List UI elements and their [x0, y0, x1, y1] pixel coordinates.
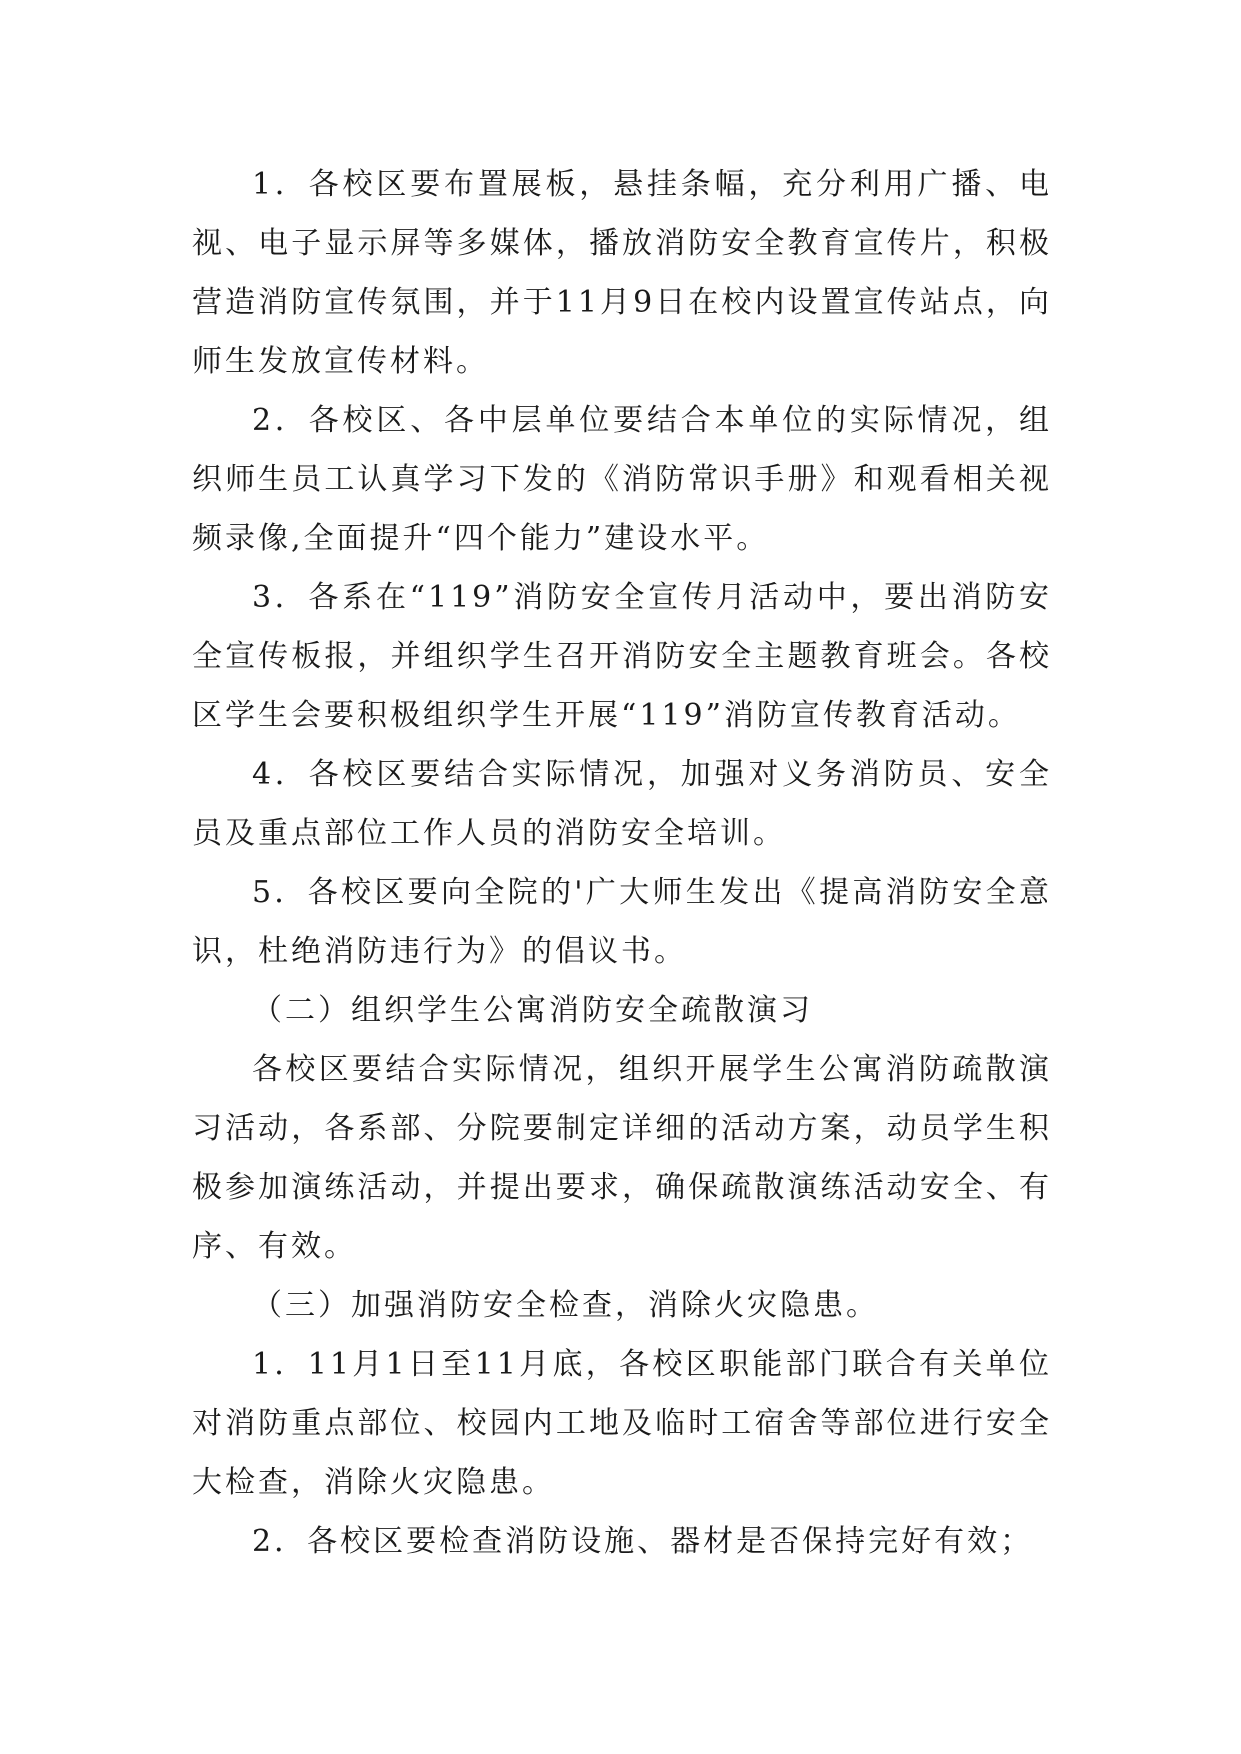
section-heading-evacuation-drill: （二）组织学生公寓消防安全疏散演习	[252, 993, 813, 1028]
paragraph-item-3: 3．各系在“119”消防安全宣传月活动中，要出消防安全宣传板报，并组织学生召开消防安全主题教育班会。各校区学生会要积极组织学生开展“119”消防宣传教育活动。	[192, 580, 1052, 733]
paragraph-item-1: 1．各校区要布置展板，悬挂条幅，充分利用广播、电视、电子显示屏等多媒体，播放消防安全教育宣传片，积极营造消防宣传氛围，并于11月9日在校内设置宣传站点，向师生发放宣传材料。	[192, 167, 1052, 379]
section-heading-safety-inspection: （三）加强消防安全检查，消除火灾隐患。	[252, 1288, 879, 1323]
paragraph-inspection-item-2: 2．各校区要检查消防设施、器材是否保持完好有效；	[252, 1524, 1034, 1559]
paragraph-item-4: 4．各校区要结合实际情况，加强对义务消防员、安全员及重点部位工作人员的消防安全培训。	[192, 757, 1052, 851]
document-body	[192, 155, 1052, 1571]
paragraph-inspection-item-1: 1．11月1日至11月底，各校区职能部门联合有关单位对消防重点部位、校园内工地及临时工宿舍等部位进行安全大检查，消除火灾隐患。	[192, 1347, 1052, 1500]
paragraph-item-2: 2．各校区、各中层单位要结合本单位的实际情况，组织师生员工认真学习下发的《消防常识手册》和观看相关视频录像,全面提升“四个能力”建设水平。	[192, 403, 1052, 556]
paragraph-item-5: 5．各校区要向全院的'广大师生发出《提高消防安全意识，杜绝消防违行为》的倡议书。	[192, 875, 1052, 969]
paragraph-evacuation-drill: 各校区要结合实际情况，组织开展学生公寓消防疏散演习活动，各系部、分院要制定详细的活动方案，动员学生积极参加演练活动，并提出要求，确保疏散演练活动安全、有序、有效。	[192, 1052, 1052, 1264]
